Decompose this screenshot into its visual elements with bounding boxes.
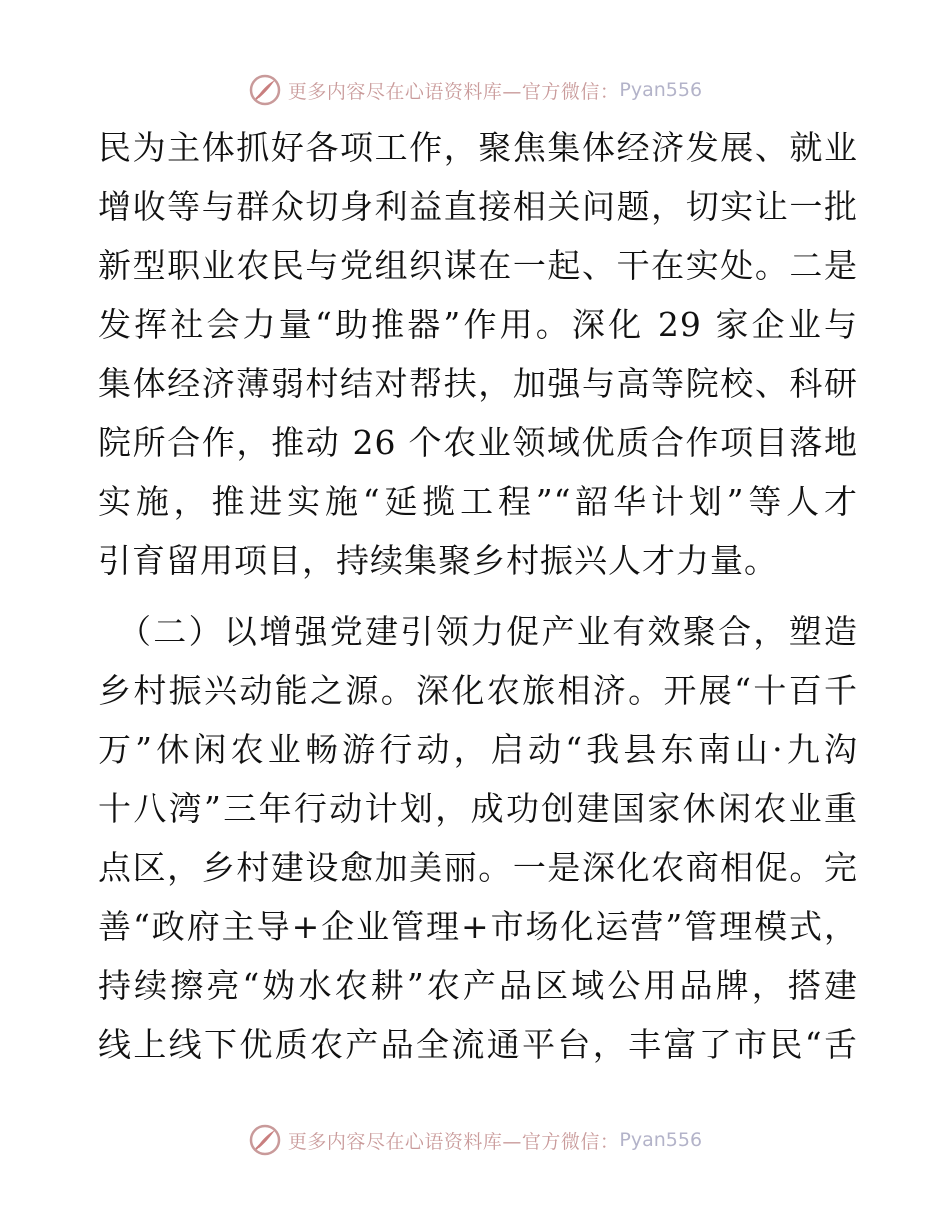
text-line: 民为主体抓好各项工作，聚焦集体经济发展、就业 <box>98 128 858 167</box>
text-line: 万”休闲农业畅游行动，启动“我县东南山·九沟 <box>98 730 858 769</box>
watermark-handle: Pyan556 <box>619 1129 703 1151</box>
text-line: 乡村振兴动能之源。深化农旅相济。开展“十百千 <box>98 671 858 710</box>
watermark-handle: Pyan556 <box>619 79 703 101</box>
text-line: 引育留用项目，持续集聚乡村振兴人才力量。 <box>98 541 778 580</box>
paragraph <box>98 602 858 1074</box>
text-line: 十八湾”三年行动计划，成功创建国家休闲农业重 <box>98 789 858 828</box>
quill-logo-icon <box>248 73 282 107</box>
paragraph <box>98 118 858 590</box>
watermark-footer <box>0 1120 950 1160</box>
text-line: 院所合作，推动 26 个农业领域优质合作项目落地 <box>98 423 858 462</box>
text-line: 持续擦亮“妫水农耕”农产品区域公用品牌，搭建 <box>98 966 858 1005</box>
text-line: 发挥社会力量“助推器”作用。深化 29 家企业与 <box>98 305 858 344</box>
text-line: 实施，推进实施“延揽工程”“韶华计划”等人才 <box>98 482 858 521</box>
text-line: 新型职业农民与党组织谋在一起、干在实处。二是 <box>98 246 858 285</box>
document-body <box>98 118 858 1074</box>
text-line: 线上线下优质农产品全流通平台，丰富了市民“舌 <box>98 1025 858 1064</box>
watermark-header <box>0 70 950 110</box>
watermark-text: 更多内容尽在心语资料库—官方微信： <box>287 80 620 103</box>
text-line: （二）以增强党建引领力促产业有效聚合，塑造 <box>118 612 858 651</box>
text-line: 增收等与群众切身利益直接相关问题，切实让一批 <box>98 187 858 226</box>
watermark-text: 更多内容尽在心语资料库—官方微信： <box>287 1130 620 1153</box>
text-line: 善“政府主导+企业管理+市场化运营”管理模式， <box>98 907 858 946</box>
text-line: 集体经济薄弱村结对帮扶，加强与高等院校、科研 <box>98 364 858 403</box>
text-line: 点区，乡村建设愈加美丽。一是深化农商相促。完 <box>98 848 858 887</box>
quill-logo-icon <box>248 1123 282 1157</box>
